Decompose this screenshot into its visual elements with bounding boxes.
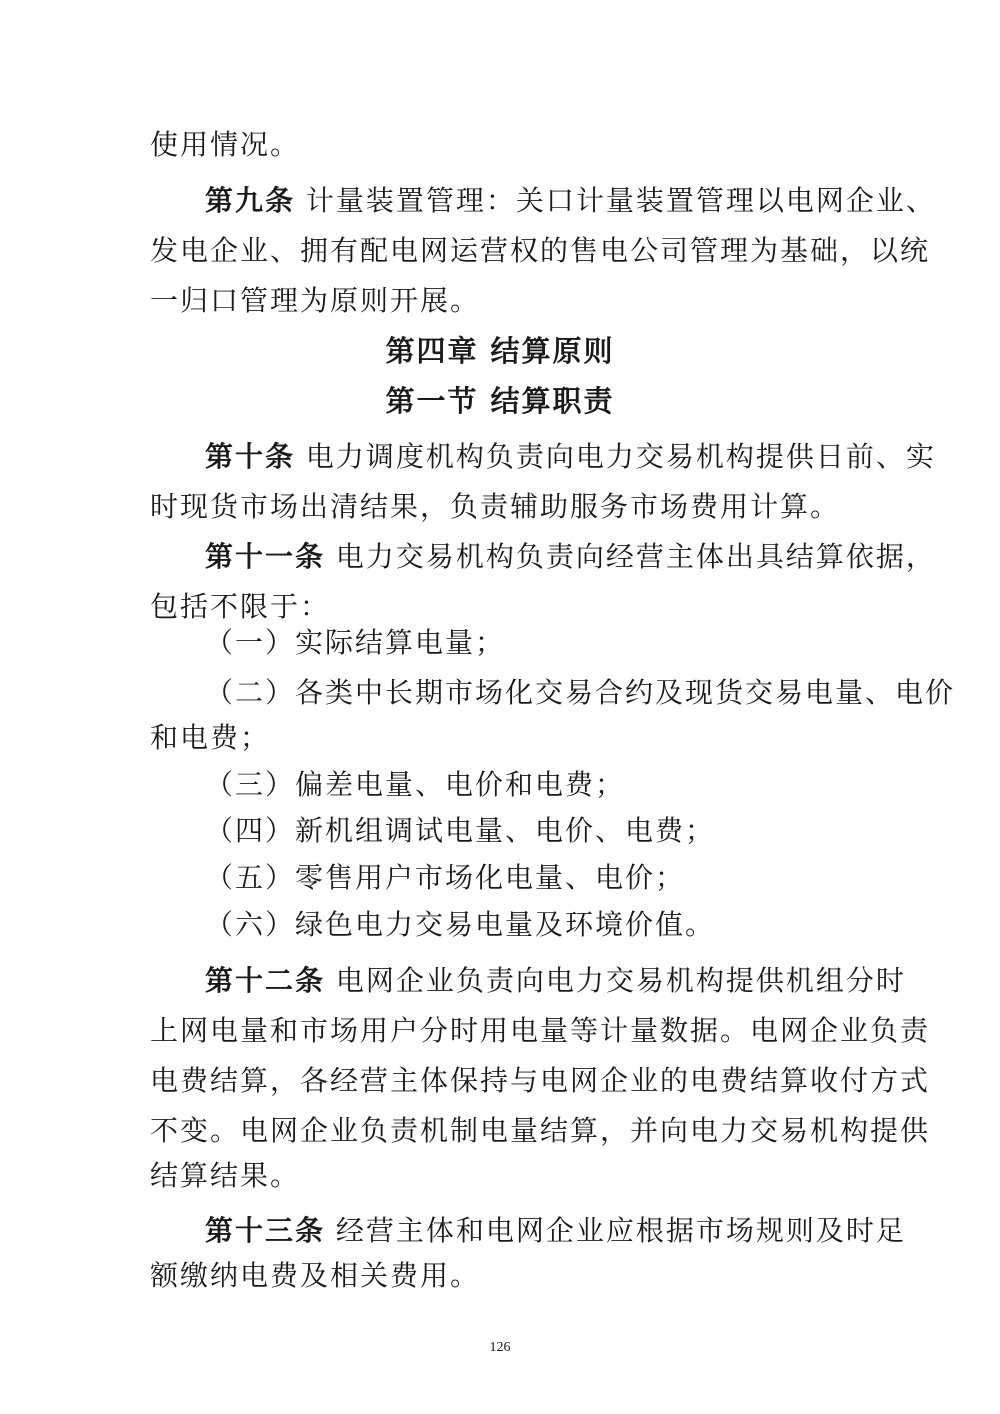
paragraph-line: 时现货市场出清结果，负责辅助服务市场费用计算。 [150,490,841,523]
article-10-line: 第十条 电力调度机构负责向电力交易机构提供日前、实 [205,440,936,473]
list-item: （五）零售用户市场化电量、电价； [205,861,686,894]
paragraph-line: 一归口管理为原则开展。 [150,284,481,317]
article-12-label: 第十二条 [205,964,326,997]
paragraph-line: 结算结果。 [150,1159,301,1192]
list-item: （三）偏差电量、电价和电费； [205,768,626,801]
list-item: （六）绿色电力交易电量及环境价值。 [205,908,716,941]
paragraph-line: 包括不限于： [150,590,331,623]
article-13-label: 第十三条 [205,1214,326,1247]
paragraph-line: 发电企业、拥有配电网运营权的售电公司管理为基础，以统 [150,234,931,267]
page-number: 126 [489,1340,511,1355]
article-9-line: 第九条 计量装置管理：关口计量装置管理以电网企业、 [205,184,936,217]
list-item: （二）各类中长期市场化交易合约及现货交易电量、电价 [205,676,956,709]
list-item: （一）实际结算电量； [205,626,506,659]
paragraph-line: 电费结算，各经营主体保持与电网企业的电费结算收付方式 [150,1064,931,1097]
paragraph-line: 额缴纳电费及相关费用。 [150,1259,481,1292]
article-13-line: 第十三条 经营主体和电网企业应根据市场规则及时足 [205,1214,906,1247]
article-11-line: 第十一条 电力交易机构负责向经营主体出具结算依据， [205,540,936,573]
chapter-heading: 第四章 结算原则 [385,334,615,368]
article-9-label: 第九条 [205,184,296,217]
paragraph-line: 和电费； [150,721,271,754]
paragraph-line: 不变。电网企业负责机制电量结算，并向电力交易机构提供 [150,1114,931,1147]
paragraph-line: 上网电量和市场用户分时用电量等计量数据。电网企业负责 [150,1014,931,1047]
paragraph-line: 使用情况。 [150,128,301,161]
article-10-label: 第十条 [205,440,296,473]
section-heading: 第一节 结算职责 [385,384,615,418]
article-12-line: 第十二条 电网企业负责向电力交易机构提供机组分时 [205,964,906,997]
article-11-label: 第十一条 [205,540,326,573]
list-item: （四）新机组调试电量、电价、电费； [205,814,716,847]
